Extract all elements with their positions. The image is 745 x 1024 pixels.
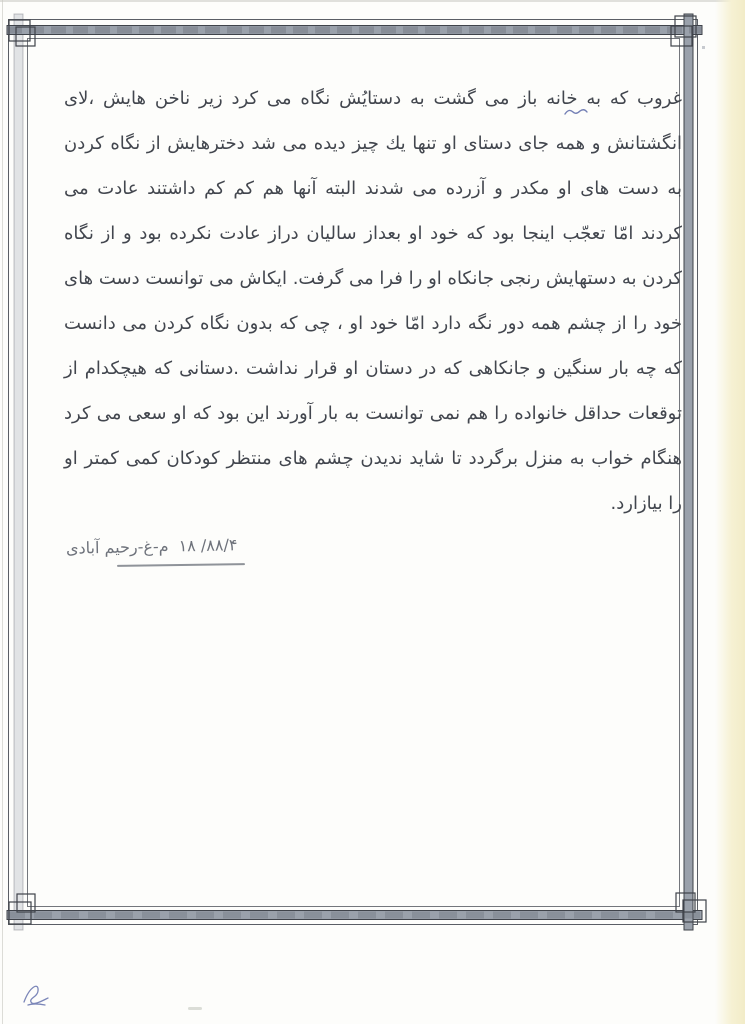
frame-band-top bbox=[7, 26, 702, 35]
text-line: انگشتانش و همه جای دستای او تنها یك چیز دیده می شد دخترهایش از نگاه كردن bbox=[64, 133, 682, 154]
frame-band-right bbox=[684, 14, 693, 930]
frame-band-left bbox=[14, 14, 23, 930]
text-line: كه چه بار سنگین و جانكاهی كه در دستان او قرار نداشت .دستانی كه هیچكدام از bbox=[64, 358, 682, 379]
text-line: كردن به دستهایش رنجی جانكاه او را فرا می گرفت. ایكاش می توانست دست های bbox=[64, 268, 682, 289]
text-line: توقعات حداقل خانواده را هم نمی توانست به بار آورند این بود كه او سعی می كرد bbox=[64, 403, 682, 424]
text-block bbox=[64, 76, 682, 526]
text-line: را بیازارد. bbox=[610, 493, 682, 514]
frame-band-bottom bbox=[7, 911, 702, 920]
signature-line bbox=[66, 535, 238, 558]
text-line: كردند امّا تعجّب اینجا بود كه خود او بعداز سالیان دراز عادت نكرده بود و از نگاه bbox=[64, 223, 682, 244]
signature-date: ۸۸/۴/ ۱۸ bbox=[178, 535, 238, 556]
text-line: هنگام خواب به منزل برگردد تا شاید ندیدن چشم های منتظر كودكان كمی كمتر او bbox=[64, 448, 682, 469]
text-line: خود را از چشم همه دور نگه دارد امّا خود او ، چی كه بدون نگاه كردن می دانست bbox=[64, 313, 682, 334]
text-line: به دست های او مكدر و آزرده می شدند البته آنها هم كم كم داشتند عادت می bbox=[64, 178, 682, 199]
signature-name: م-غ-رحیم آبادی bbox=[65, 536, 169, 558]
text-line: غروب كه به خانه باز می گشت به دستایُش نگاه می كرد زیر ناخن هایش ،لای bbox=[64, 88, 682, 109]
